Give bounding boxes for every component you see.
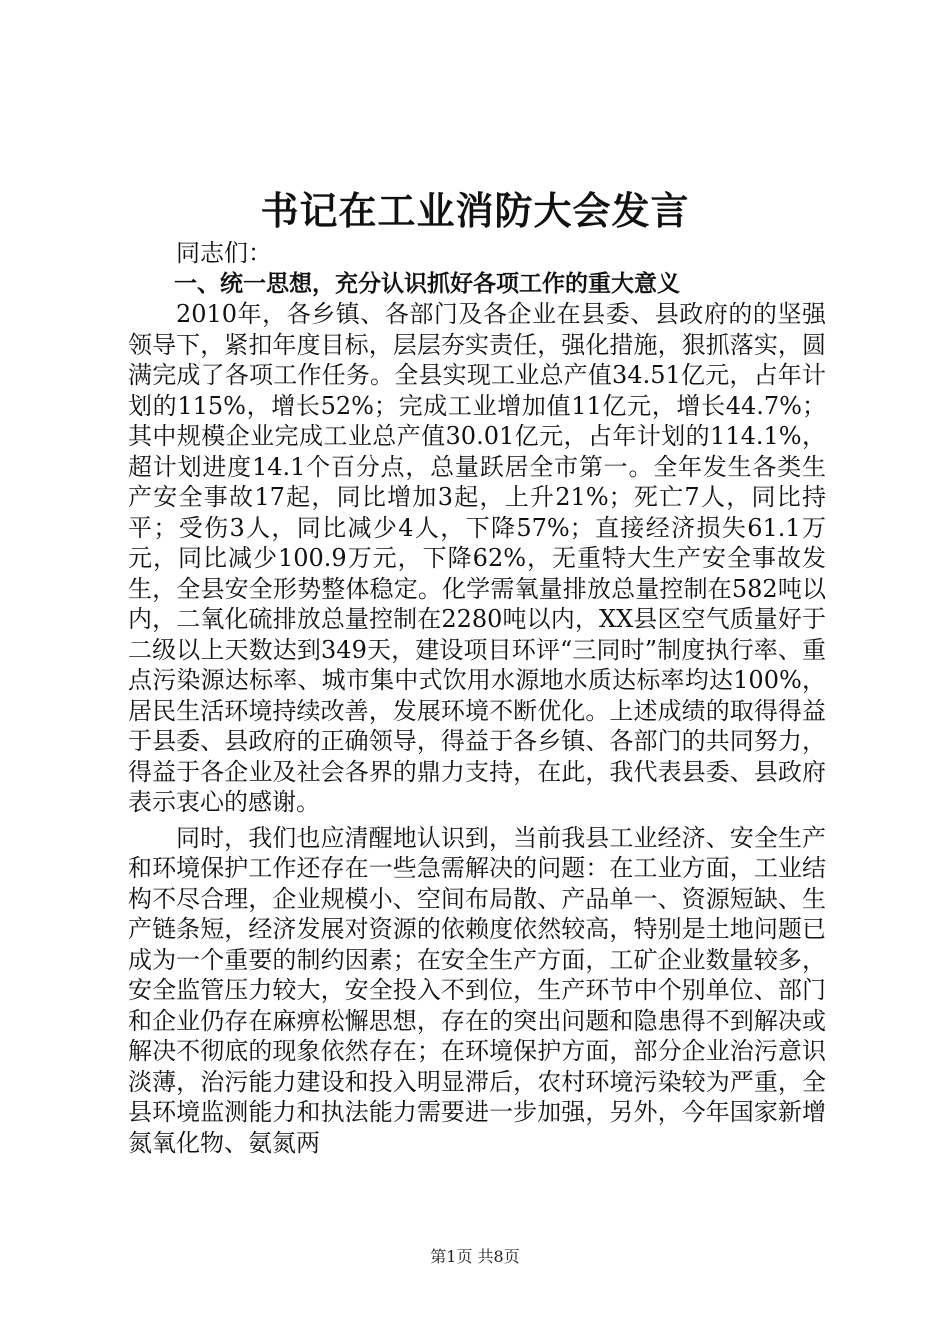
page-footer: 第1页 共8页 xyxy=(430,1247,520,1266)
body-paragraph-2: 同时，我们也应清醒地认识到，当前我县工业经济、安全生产和环境保护工作还存在一些急需解决的问题：在工业方面，工业结构不尽合理，企业规模小、空间布局散、产品单一、资源短缺、生产链条短，经济发展对资源的依赖度依然较高，特别是土地问题已成为一个重要的制约因素；在安全生产方面，工矿企业数量较多，安全监管压力较大，安全投入不到位，生产环节中个别单位、部门和企业仍存在麻痹松懈思想，存在的突出问题和隐患得不到解决或解决不彻底的现象依然存在；在环境保护方面，部分企业治污意识淡薄，治污能力建设和投入明显滞后，农村环境污染较为严重，全县环境监测能力和执法能力需要进一步加强，另外，今年国家新增氮氧化物、氨氮两 xyxy=(128,823,826,1157)
document-title: 书记在工业消防大会发言 xyxy=(260,188,690,233)
document-body xyxy=(128,238,826,1158)
body-paragraph-1: 2010年，各乡镇、各部门及各企业在县委、县政府的的坚强领导下，紧扣年度目标，层层夯实责任，强化措施，狠抓落实，圆满完成了各项工作任务。全县实现工业总产值34.51亿元，占年计划的115%，增长52%；完成工业增加值11亿元，增长44.7%；其中规模企业完成工业总产值30.01亿元，占年计划的114.1%，超计划进度14.1个百分点，总量跃居全市第一。全年发生各类生产安全事故17起，同比增加3起，上升21%；死亡7人，同比持平；受伤3人，同比减少4人，下降57%；直接经济损失61.1万元，同比减少100.9万元，下降62%，无重特大生产安全事故发生，全县安全形势整体稳定。化学需氧量排放总量控制在582吨以内，二氧化硫排放总量控制在2280吨以内，XX县区空气质量好于二级以上天数达到349天，建设项目环评“三同时”制度执行率、重点污染源达标率、城市集中式饮用水源地水质达标率均达100%，居民生活环境持续改善，发展环境不断优化。上述成绩的取得得益于县委、县政府的正确领导，得益于各乡镇、各部门的共同努力，得益于各企业及社会各界的鼎力支持，在此，我代表县委、县政府表示衷心的感谢。 xyxy=(128,300,826,816)
section-heading: 一、统一思想，充分认识抓好各项工作的重大意义 xyxy=(174,270,680,297)
salutation: 同志们： xyxy=(176,239,272,267)
